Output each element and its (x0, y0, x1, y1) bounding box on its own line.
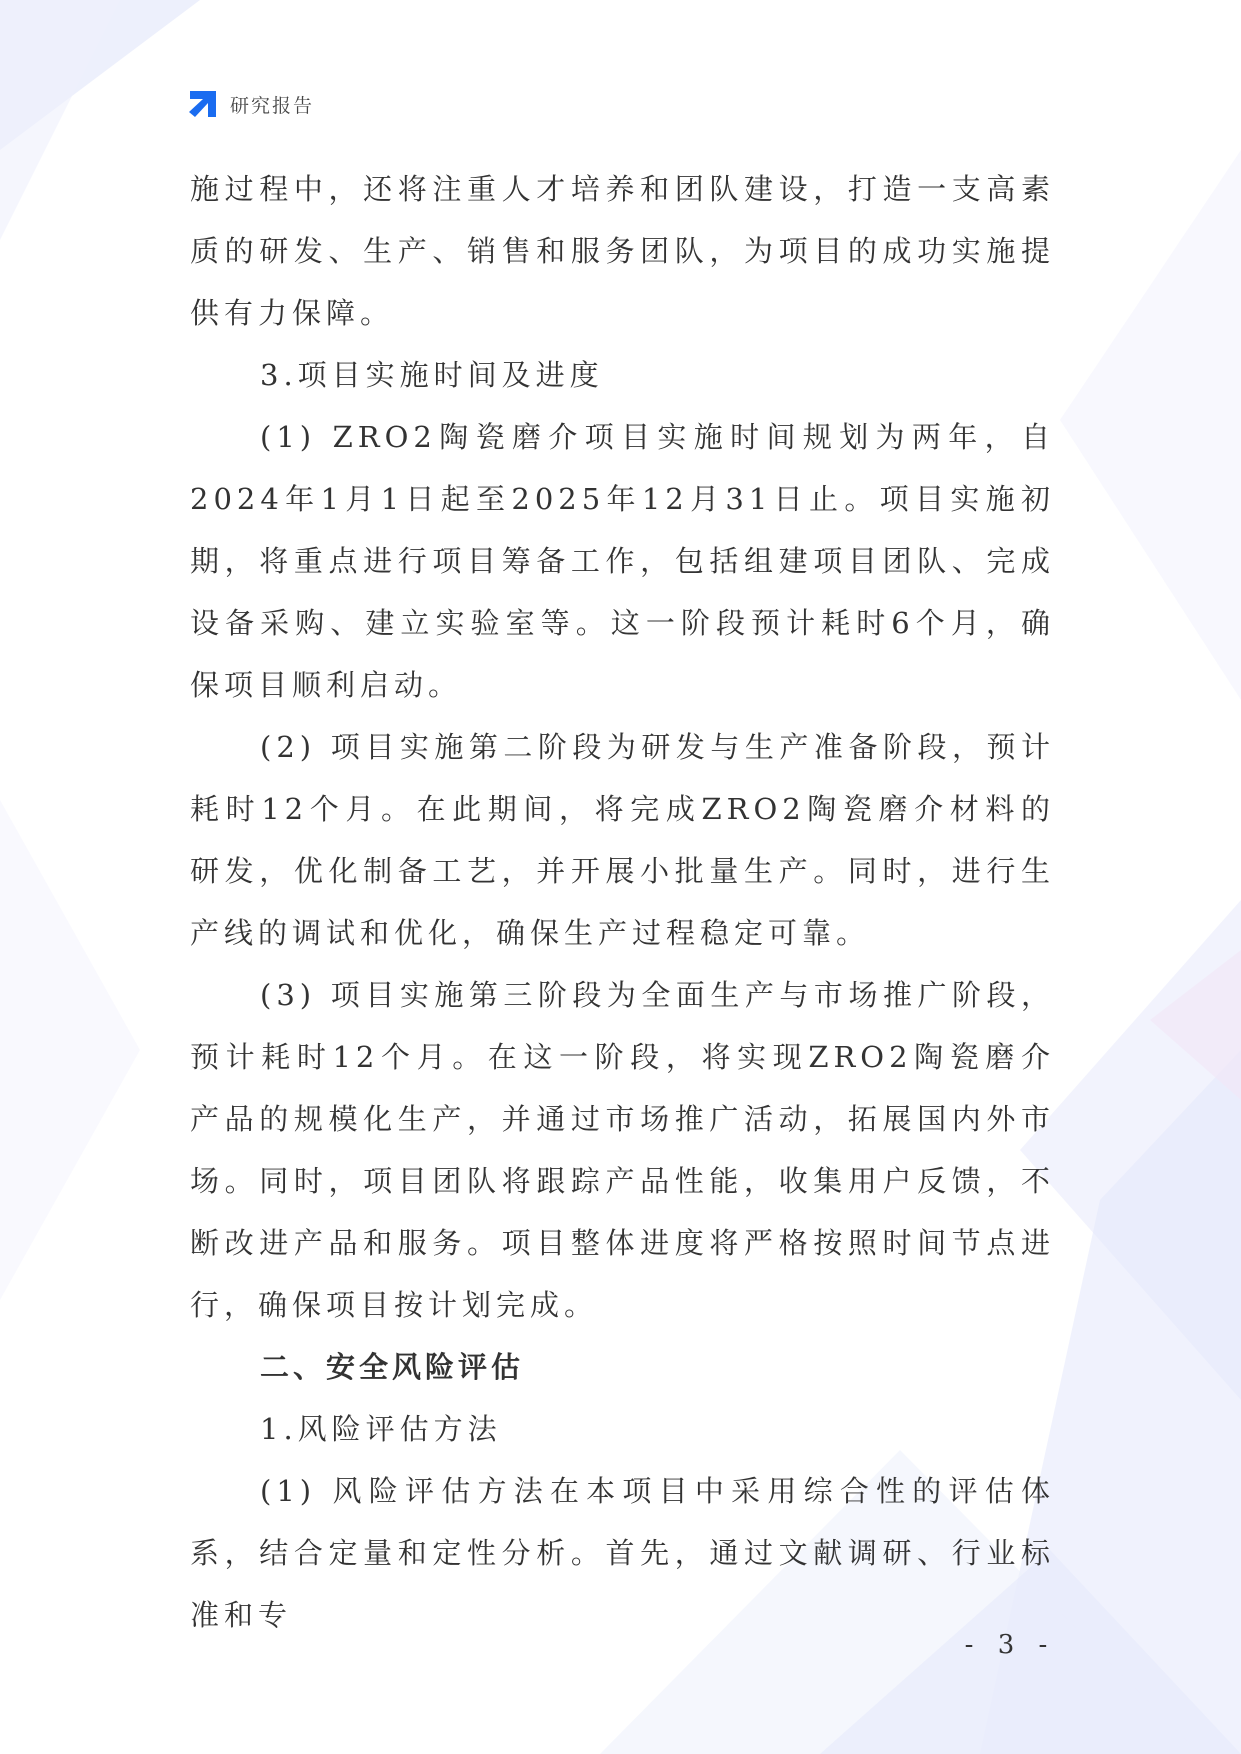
page-number: - 3 - (964, 1630, 1056, 1660)
paragraph-method-1: (1) 风险评估方法在本项目中采用综合性的评估体系，结合定量和定性分析。首先，通过文献调研、行业标准和专 (190, 1474, 1055, 1632)
section-heading-risk: 二、安全风险评估 (260, 1350, 525, 1384)
subsection-heading-schedule: 3.项目实施时间及进度 (260, 358, 604, 392)
paragraph-phase-3: (3) 项目实施第三阶段为全面生产与市场推广阶段，预计耗时12个月。在这一阶段，将实现ZRO2陶瓷磨介产品的规模化生产，并通过市场推广活动，拓展国内外市场。同时，项目团队将跟踪产品性能，收集用户反馈，不断改进产品和服务。项目整体进度将严格按照时间节点进行，确保项目按计划完成。 (190, 978, 1055, 1322)
paragraph-phase-2: (2) 项目实施第二阶段为研发与生产准备阶段，预计耗时12个月。在此期间，将完成ZRO2陶瓷磨介材料的研发，优化制备工艺，并开展小批量生产。同时，进行生产线的调试和优化，确保生产过程稳定可靠。 (190, 730, 1055, 950)
paragraph-continued: 施过程中，还将注重人才培养和团队建设，打造一支高素质的研发、生产、销售和服务团队，为项目的成功实施提供有力保障。 (190, 172, 1055, 330)
report-header (186, 86, 314, 122)
document-body (190, 158, 1055, 1646)
paragraph-phase-1: (1) ZRO2陶瓷磨介项目实施时间规划为两年，自2024年1月1日起至2025年12月31日止。项目实施初期，将重点进行项目筹备工作，包括组建项目团队、完成设备采购、建立实验室等。这一阶段预计耗时6个月，确保项目顺利启动。 (190, 420, 1055, 702)
subsection-heading-method: 1.风险评估方法 (260, 1412, 502, 1446)
arrow-up-right-icon (186, 87, 220, 121)
header-title: 研究报告 (230, 94, 315, 117)
